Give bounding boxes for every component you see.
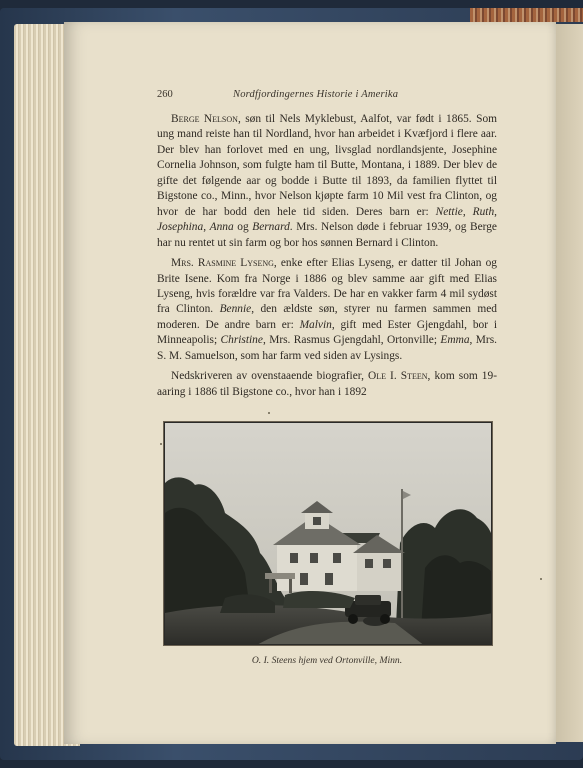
italic-name: Nettie: [435, 205, 463, 218]
person-name-lead: Berge Nelson: [171, 113, 238, 125]
text-run: ,: [494, 205, 497, 218]
text-run: , Mrs. S. M. Samuelson, som har farm ved siden av Lysings.: [157, 334, 497, 362]
italic-name: Malvin: [299, 318, 332, 331]
paragraph-nedskriveren: [157, 369, 497, 400]
text-run: , søn til Nels Myklebust, Aalfot, var født i 1865. Som ung mand reiste han til Nordland, hvor han arbeidet i Kvæfjord i flere aar. Der blev han forlovet med en ung, livsglad nordlandsjente, Josephine Cornelia Johnson, som fulgte ham til Butte, Montana, i 1889. Der blev de gifte det følgende aar og bodde i Butte til 1893, da familien flyttet til Bigstone co., Minn., hvor Nelson kjøpte farm 10 Mil vest fra Clinton, og hvor de har bodd den hele tid siden. Deres barn er:: [157, 113, 497, 218]
running-head: Nordfjordingernes Historie i Amerika: [233, 89, 399, 100]
italic-name: Bennie: [219, 303, 252, 316]
text-run: , gift med Ester Gjengdahl, bor i Minneapolis;: [157, 318, 497, 347]
italic-name: Ruth: [472, 205, 495, 218]
italic-name: Bernard: [252, 221, 290, 234]
paper-speck: [540, 578, 542, 580]
text-run: , den ældste søn, styrer nu farmen sammen med moderen. De andre barn er:: [157, 303, 497, 331]
cover-edge-pattern: [470, 8, 583, 22]
house-photo-image: [165, 423, 491, 644]
text-run: Nedskriveren av ovenstaaende biografier,: [171, 370, 368, 383]
text-run: og: [233, 221, 253, 234]
text-run: , enke efter Elias Lyseng, er datter til Johan og Brite Isene. Kom fra Norge i 1886 og blev samme aar gift med Elias Lyseng, hvis forældre var fra Valders. De har en vakker farm 4 mil sydøst fra Clinton.: [157, 257, 497, 316]
italic-name: Christine: [220, 334, 263, 347]
body-text: [157, 112, 497, 405]
italic-name: Emma: [440, 334, 470, 347]
text-run: ,: [203, 221, 210, 234]
photo-caption: O. I. Steens hjem ved Ortonville, Minn.: [251, 655, 403, 666]
paragraph-rasmine-lyseng: [157, 256, 497, 364]
house-photograph: [165, 423, 491, 644]
italic-name: Josephina: [157, 221, 204, 234]
paragraph-berge-nelson: [157, 112, 497, 251]
text-run: . Mrs. Nelson døde i februar 1939, og Berge har nu rentet ut sin farm og bor hos sønnen Bernard i Clinton.: [157, 221, 497, 249]
person-name-lead: Mrs. Rasmine Lyseng: [171, 257, 274, 270]
paper-speck: [268, 412, 270, 414]
paper-speck: [160, 443, 162, 445]
text-run: ,: [462, 205, 473, 218]
page-number: 260: [157, 89, 173, 100]
italic-name: Anna: [209, 221, 234, 234]
page-header: [157, 89, 495, 103]
text-run: , Mrs. Rasmus Gjengdahl, Ortonville;: [262, 334, 441, 347]
right-facing-page: [552, 24, 583, 742]
small-caps-name: Ole I. Steen: [368, 370, 428, 383]
text-run: , kom som 19-aaring i 1886 til Bigstone co., hvor han i 1892: [157, 370, 497, 398]
photo-frame: [163, 421, 493, 646]
